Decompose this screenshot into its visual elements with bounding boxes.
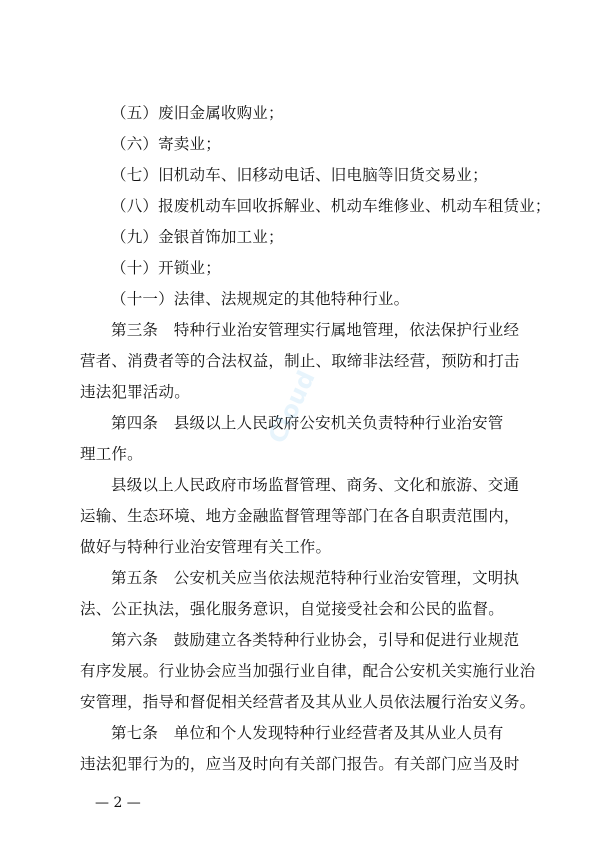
page-number: — 2 — <box>95 795 141 811</box>
article-4-line: 运输、生态环境、地方金融监督管理等部门在各自职责范围内， <box>80 507 520 525</box>
text-line: （十一）法律、法规规定的其他特种行业。 <box>111 290 410 308</box>
text-line: （八）报废机动车回收拆解业、机动车维修业、机动车租赁业； <box>111 197 551 215</box>
article-6-line: 安管理，指导和督促相关经营者及其从业人员依法履行治安义务。 <box>80 693 536 711</box>
article-3-line: 营者、消费者等的合法权益，制止、取缔非法经营，预防和打击 <box>80 352 520 370</box>
text-line: （六）寄卖业； <box>111 135 221 153</box>
article-3-line: 第三条 特种行业治安管理实行属地管理，依法保护行业经 <box>111 321 520 339</box>
text-line: （九）金银首饰加工业； <box>111 228 284 246</box>
article-3-line: 违法犯罪活动。 <box>80 383 190 401</box>
article-4-line: 县级以上人民政府市场监督管理、商务、文化和旅游、交通 <box>111 476 520 494</box>
article-4-line: 理工作。 <box>80 445 143 463</box>
article-6-line: 第六条 鼓励建立各类特种行业协会，引导和促进行业规范 <box>111 631 520 649</box>
article-7-line: 违法犯罪行为的，应当及时向有关部门报告。有关部门应当及时 <box>80 755 520 773</box>
article-6-line: 有序发展。行业协会应当加强行业自律，配合公安机关实施行业治 <box>80 662 536 680</box>
text-line: （五）废旧金属收购业； <box>111 104 284 122</box>
watermark: Cloud <box>262 366 321 448</box>
article-5-line: 法、公正执法，强化服务意识，自觉接受社会和公民的监督。 <box>80 600 504 618</box>
article-4-line: 做好与特种行业治安管理有关工作。 <box>80 538 332 556</box>
article-7-line: 第七条 单位和个人发现特种行业经营者及其从业人员有 <box>111 724 504 742</box>
article-4-line: 第四条 县级以上人民政府公安机关负责特种行业治安管 <box>111 414 504 432</box>
article-5-line: 第五条 公安机关应当依法规范特种行业治安管理，文明执 <box>111 569 520 587</box>
text-line: （十）开锁业； <box>111 259 221 277</box>
text-line: （七）旧机动车、旧移动电话、旧电脑等旧货交易业； <box>111 166 488 184</box>
